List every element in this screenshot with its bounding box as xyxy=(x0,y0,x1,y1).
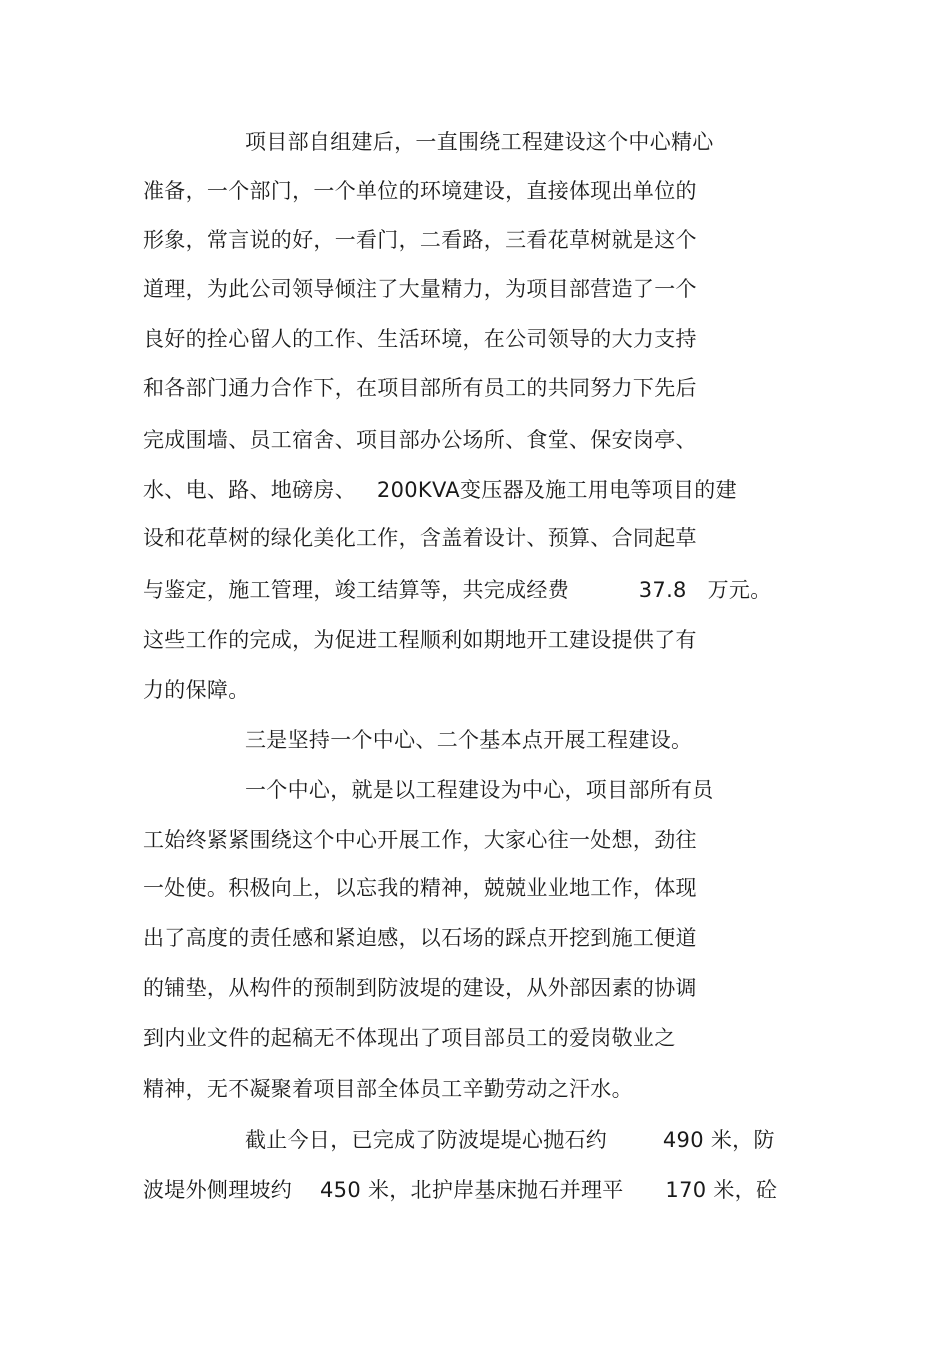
text-line: 这些工作的完成，为促进工程顺利如期地开工建设提供了有 xyxy=(143,628,697,652)
text-line: 与鉴定，施工管理，竣工结算等，共完成经费 37.8 万元。 xyxy=(143,578,772,602)
text-line: 三是坚持一个中心、二个基本点开展工程建设。 xyxy=(245,728,693,752)
text-line: 道理，为此公司领导倾注了大量精力，为项目部营造了一个 xyxy=(143,277,697,301)
text-line: 和各部门通力合作下，在项目部所有员工的共同努力下先后 xyxy=(143,376,697,400)
text-line: 力的保障。 xyxy=(143,678,250,702)
text-line: 的铺垫，从构件的预制到防波堤的建设，从外部因素的协调 xyxy=(143,976,697,1000)
text-line: 一个中心，就是以工程建设为中心，项目部所有员 xyxy=(245,778,714,802)
text-line: 完成围墙、员工宿舍、项目部办公场所、食堂、保安岗亭、 xyxy=(143,428,697,452)
text-line: 出了高度的责任感和紧迫感，以石场的踩点开挖到施工便道 xyxy=(143,926,697,950)
text-line: 良好的拴心留人的工作、生活环境，在公司领导的大力支持 xyxy=(143,327,697,351)
text-line: 工始终紧紧围绕这个中心开展工作，大家心往一处想，劲往 xyxy=(143,828,697,852)
text-line: 项目部自组建后，一直围绕工程建设这个中心精心 xyxy=(245,130,714,154)
text-line: 准备，一个部门，一个单位的环境建设，直接体现出单位的 xyxy=(143,179,697,203)
text-line: 一处使。积极向上，以忘我的精神，兢兢业业地工作，体现 xyxy=(143,876,697,900)
text-line: 形象，常言说的好，一看门，二看路，三看花草树就是这个 xyxy=(143,228,697,252)
text-line: 到内业文件的起稿无不体现出了项目部员工的爱岗敬业之 xyxy=(143,1026,676,1050)
text-line: 设和花草树的绿化美化工作，含盖着设计、预算、合同起草 xyxy=(143,526,697,550)
text-line: 波堤外侧理坡约 450 米，北护岸基床抛石并理平 170 米，砼 xyxy=(143,1178,778,1202)
text-line: 精神，无不凝聚着项目部全体员工辛勤劳动之汗水。 xyxy=(143,1077,633,1101)
text-line: 水、电、路、地磅房、 200KVA变压器及施工用电等项目的建 xyxy=(143,478,737,502)
text-line: 截止今日，已完成了防波堤堤心抛石约 490 米，防 xyxy=(245,1128,775,1152)
